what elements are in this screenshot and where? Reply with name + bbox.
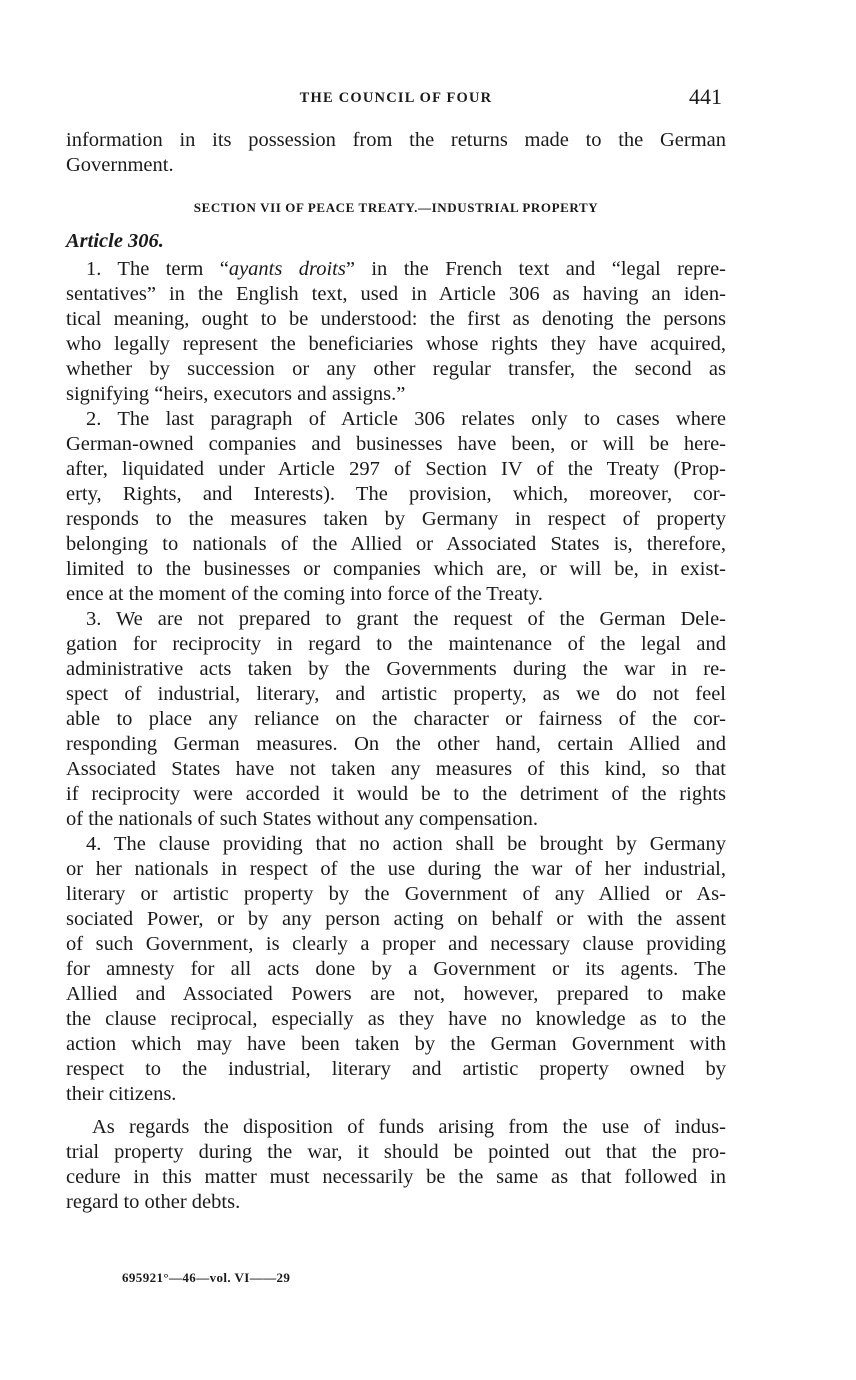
text-line: respect to the industrial, literary and artistic property owned by (66, 1058, 726, 1080)
text-line: tical meaning, ought to be understood: the first as denoting the persons (66, 308, 726, 330)
text-line: if reciprocity were accorded it would be to the detriment of the rights (66, 783, 726, 805)
text-line: gation for reciprocity in regard to the maintenance of the legal and (66, 633, 726, 655)
text-line: German-owned companies and businesses have been, or will be here- (66, 433, 726, 455)
text-line: sociated Power, or by any person acting on behalf or with the assent (66, 908, 726, 930)
text-line: 2. The last paragraph of Article 306 relates only to cases where (86, 408, 726, 430)
text-line: literary or artistic property by the Government of any Allied or As- (66, 883, 726, 905)
section-heading: SECTION VII OF PEACE TREATY.—INDUSTRIAL PROPERTY (193, 200, 599, 215)
text-line: As regards the disposition of funds arising from the use of indus- (92, 1116, 726, 1138)
text-line: limited to the businesses or companies which are, or will be, in exist- (66, 558, 726, 580)
text-line: ence at the moment of the coming into force of the Treaty. (66, 583, 543, 605)
page-number: 441 (689, 84, 722, 109)
text-line: of the nationals of such States without any compensation. (66, 808, 538, 830)
numbered-paragraph-4 (66, 832, 726, 1107)
text-line: administrative acts taken by the Governments during the war in re- (66, 658, 726, 680)
text-line: who legally represent the beneficiaries whose rights they have acquired, (66, 333, 726, 355)
text-line: of such Government, is clearly a proper and necessary clause providing (66, 933, 726, 955)
running-title: THE COUNCIL OF FOUR (299, 90, 493, 106)
running-head (66, 84, 726, 112)
text-line: responding German measures. On the other hand, certain Allied and (66, 733, 726, 755)
text-line: responds to the measures taken by Germany in respect of property (66, 508, 726, 530)
text-line: 3. We are not prepared to grant the request of the German Dele- (86, 608, 726, 630)
text-line: Government. (66, 154, 174, 176)
text-line: for amnesty for all acts done by a Government or its agents. The (66, 958, 726, 980)
text-line: Allied and Associated Powers are not, however, prepared to make (66, 983, 726, 1005)
text-line: whether by succession or any other regular transfer, the second as (66, 358, 726, 380)
printer-imprint: 695921°—46—vol. VI——29 (122, 1270, 291, 1285)
text-line: 1. The term “ayants droits” in the French text and “legal repre- (86, 258, 727, 280)
text-line: information in its possession from the returns made to the German (66, 129, 726, 151)
text-line: belonging to nationals of the Allied or Associated States is, therefore, (66, 533, 726, 555)
text-line: after, liquidated under Article 297 of Section IV of the Treaty (Prop- (66, 458, 726, 480)
text-line: the clause reciprocal, especially as they have no knowledge as to the (66, 1008, 726, 1030)
text-line: action which may have been taken by the German Government with (66, 1033, 726, 1055)
numbered-paragraph-1 (66, 257, 726, 407)
text-line: regard to other debts. (66, 1191, 241, 1213)
text-line: sentatives” in the English text, used in Article 306 as having an iden- (66, 283, 726, 305)
numbered-paragraph-3 (66, 607, 726, 832)
text-line: spect of industrial, literary, and artistic property, as we do not feel (66, 683, 726, 705)
article-heading: Article 306. (66, 230, 164, 252)
continuation-paragraph (66, 128, 726, 178)
text-line: their citizens. (66, 1083, 177, 1105)
text-line: Associated States have not taken any measures of this kind, so that (66, 758, 726, 780)
numbered-paragraph-2 (66, 407, 726, 607)
text-line: or her nationals in respect of the use during the war of her industrial, (66, 858, 726, 880)
closing-paragraph (66, 1115, 726, 1215)
text-line: trial property during the war, it should be pointed out that the pro- (66, 1141, 726, 1163)
text-line: erty, Rights, and Interests). The provision, which, moreover, cor- (66, 483, 726, 505)
text-line: 4. The clause providing that no action shall be brought by Germany (86, 833, 726, 855)
page-body (66, 128, 726, 1215)
text-line: able to place any reliance on the character or fairness of the cor- (66, 708, 726, 730)
text-line: cedure in this matter must necessarily be the same as that followed in (66, 1166, 726, 1188)
text-line: signifying “heirs, executors and assigns.” (66, 383, 406, 405)
